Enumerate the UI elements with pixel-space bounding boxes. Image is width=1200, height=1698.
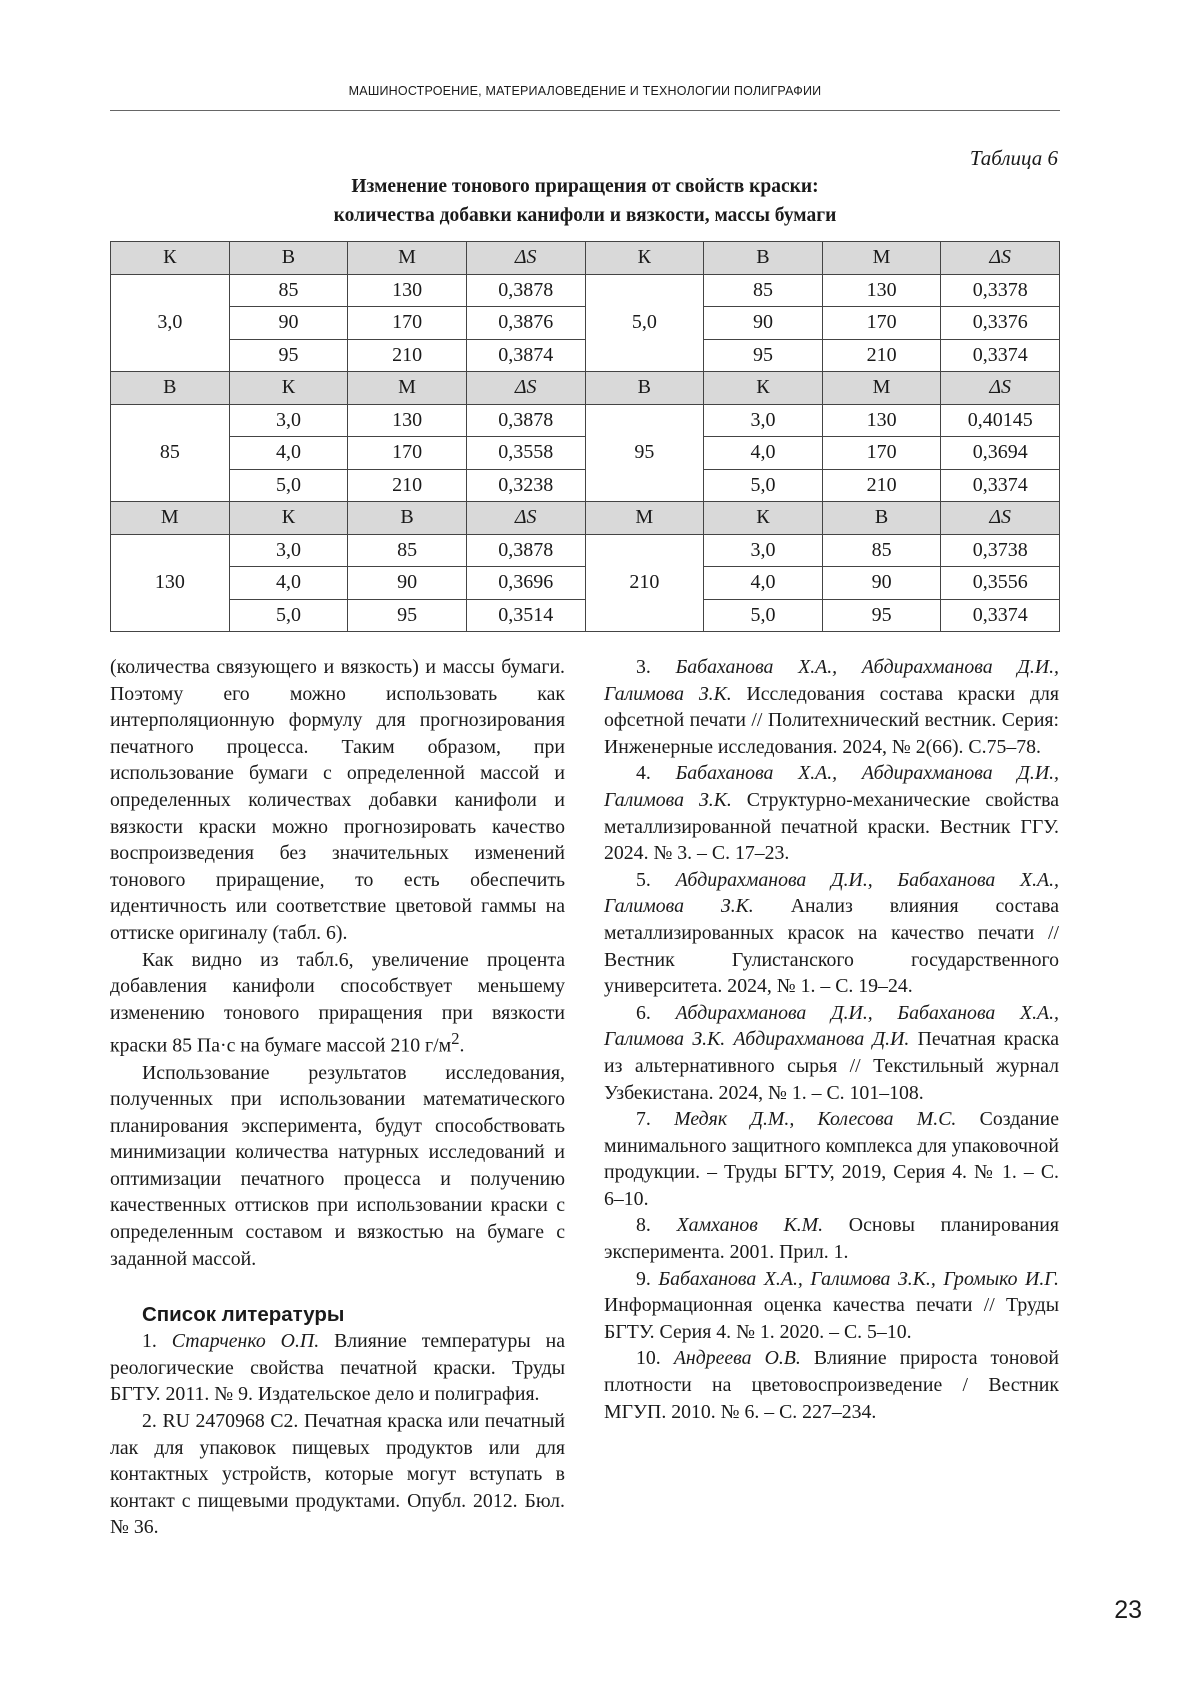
reference-number: 8.: [636, 1214, 651, 1237]
reference-number: 5.: [636, 868, 651, 891]
table-header-cell: В: [585, 372, 704, 405]
reference-text: Основы планирования эксперимента. 2001. Прил. 1.: [604, 1214, 1059, 1264]
table-title: [110, 172, 1060, 230]
reference-number: 9.: [636, 1267, 651, 1290]
reference-authors: Бабаханова Х.А., Абдирахманова Д.И., Галимова З.К.: [604, 762, 1059, 811]
table-cell: 0,3374: [941, 339, 1060, 372]
table-cell: 130: [822, 404, 941, 437]
reference-item: [604, 1266, 1059, 1346]
reference-authors: Абдирахманова Д.И., Бабаханова Х.А., Галимова З.К. Абдирахманова Д.И.: [604, 1001, 1059, 1051]
table-cell: 95: [822, 599, 941, 632]
table-header-cell: В: [111, 372, 230, 405]
reference-item: [604, 1106, 1059, 1212]
table-cell: 4,0: [704, 567, 823, 600]
table-header-cell: К: [704, 372, 823, 405]
table-cell: 0,3376: [941, 307, 1060, 340]
table-cell: 0,3696: [466, 567, 585, 600]
left-column: [110, 654, 565, 1541]
table-cell: 0,3374: [941, 599, 1060, 632]
reference-item: [604, 760, 1059, 866]
table-cell: 3,0: [229, 534, 348, 567]
reference-number: 1.: [142, 1330, 157, 1353]
references-heading: Список литературы: [142, 1303, 345, 1327]
table-cell: 5,0: [704, 469, 823, 502]
reference-number: 4.: [636, 762, 651, 785]
table-header-cell: М: [822, 242, 941, 275]
table-group-cell: 85: [111, 404, 230, 502]
reference-authors: Андреева О.В.: [673, 1347, 801, 1370]
table-cell: 4,0: [229, 437, 348, 470]
table-cell: 3,0: [704, 534, 823, 567]
table-cell: 85: [822, 534, 941, 567]
reference-authors: Бабаханова Х.А., Галимова З.К., Громыко И.Г.: [658, 1267, 1059, 1290]
paragraph-2-text: Как видно из табл.6, увеличение процента добавления канифоли способствует меньшему изменению тонового приращения при вязкости краски 85 Па·с на бумаге массой 210 г/м: [110, 948, 565, 1057]
table-cell: 210: [822, 339, 941, 372]
table-label: Таблица 6: [969, 146, 1058, 170]
table-cell: 130: [348, 274, 467, 307]
table-cell: 170: [822, 307, 941, 340]
table-header-cell: В: [229, 242, 348, 275]
table-header-row: [111, 242, 1060, 275]
table-group-cell: 210: [585, 534, 704, 632]
table-cell: 210: [822, 469, 941, 502]
reference-item: [604, 654, 1059, 760]
reference-text: Создание минимального защитного комплекса для упаковочной продукции. – Труды БГТУ, 2019, Серия 4. № 1. – С. 6–10.: [604, 1108, 1059, 1210]
table-cell: 170: [348, 437, 467, 470]
table-header-cell: М: [822, 372, 941, 405]
table-cell: 0,3878: [466, 534, 585, 567]
reference-authors: Старченко О.П.: [171, 1330, 320, 1353]
table-header-cell: ΔS: [466, 372, 585, 405]
table-cell: 95: [704, 339, 823, 372]
table-header-row: [111, 502, 1060, 535]
table-title-line-2: количества добавки канифоли и вязкости, массы бумаги: [333, 205, 837, 226]
table-cell: 95: [348, 599, 467, 632]
table-group-cell: 95: [585, 404, 704, 502]
reference-text: Структурно-механические свойства металлизированной печатной краски. Вестник ГГУ. 2024. № 3. – С. 17–23.: [604, 788, 1059, 865]
table-cell: 0,3514: [466, 599, 585, 632]
table-header-cell: М: [348, 372, 467, 405]
table-cell: 5,0: [229, 469, 348, 502]
reference-text: Исследования состава краски для офсетной печати // Политехнический вестник. Серия: Инженерные исследования. 2024, № 2(66). С.75–78.: [604, 682, 1059, 758]
table-cell: 95: [229, 339, 348, 372]
table-cell: 0,3874: [466, 339, 585, 372]
reference-item: [604, 1345, 1059, 1425]
table-group-cell: 130: [111, 534, 230, 632]
reference-item: [604, 1212, 1059, 1265]
table-cell: 3,0: [704, 404, 823, 437]
table-header-cell: В: [704, 242, 823, 275]
table-header-cell: ΔS: [941, 372, 1060, 405]
reference-text: Влияние прироста тоновой плотности на цветовоспроизведение / Вестник МГУП. 2010. № 6. – С. 227–234.: [604, 1347, 1059, 1423]
table-cell: 0,3876: [466, 307, 585, 340]
table-cell: 0,40145: [941, 404, 1060, 437]
reference-item: [110, 1408, 565, 1541]
table-cell: 0,3694: [941, 437, 1060, 470]
table-cell: 4,0: [704, 437, 823, 470]
table-header-cell: К: [704, 502, 823, 535]
reference-authors: Хамханов К.М.: [676, 1214, 824, 1237]
table-cell: 90: [348, 567, 467, 600]
table-cell: 130: [348, 404, 467, 437]
reference-authors: Абдирахманова Д.И., Бабаханова Х.А., Галимова З.К.: [604, 868, 1059, 918]
table-cell: 210: [348, 469, 467, 502]
reference-text: Печатная краска из альтернативного сырья // Текстильный журнал Узбекистана. 2024, № 1. – С. 101–108.: [604, 1028, 1060, 1104]
table-cell: 85: [704, 274, 823, 307]
table-body: [111, 242, 1060, 632]
table-group-cell: 3,0: [111, 274, 230, 372]
reference-authors: Бабаханова Х.А., Абдирахманова Д.И., Галимова З.К.: [604, 656, 1059, 705]
reference-text: Анализ влияния состава металлизированных красок на качество печати // Вестник Гулистанского государственного университета. 2024, № 1. – С. 19–24.: [604, 895, 1059, 998]
table-cell: 0,3374: [941, 469, 1060, 502]
table-row: [111, 274, 1060, 307]
reference-number: 7.: [636, 1108, 651, 1131]
references-list-right: [604, 654, 1059, 1425]
header-rule: [110, 110, 1060, 111]
table-cell: 0,3558: [466, 437, 585, 470]
reference-number: 10.: [636, 1347, 661, 1370]
paragraph-3: Использование результатов исследования, полученных при использовании математического планирования эксперимента, будут способствовать минимизации количества натурных исследований и оптимизации печатного процесса и получению качественных оттисков при использовании краски с определенным составом и вязкостью на бумаге с заданной массой.: [110, 1061, 565, 1270]
table-cell: 5,0: [704, 599, 823, 632]
running-title: МАШИНОСТРОЕНИЕ, МАТЕРИАЛОВЕДЕНИЕ И ТЕХНОЛОГИИ ПОЛИГРАФИИ: [348, 84, 822, 98]
table-header-cell: ΔS: [466, 502, 585, 535]
table-cell: 90: [229, 307, 348, 340]
table-cell: 130: [822, 274, 941, 307]
table-header-row: [111, 372, 1060, 405]
table-cell: 0,3238: [466, 469, 585, 502]
table-header-cell: ΔS: [941, 242, 1060, 275]
table-header-cell: М: [585, 502, 704, 535]
paragraph-2: [110, 947, 565, 1060]
table-cell: 0,3738: [941, 534, 1060, 567]
page-number: 23: [1114, 1596, 1142, 1624]
table-header-cell: ΔS: [941, 502, 1060, 535]
reference-number: 2.: [142, 1410, 157, 1433]
table-row: [111, 534, 1060, 567]
table-header-cell: К: [229, 502, 348, 535]
reference-item: [604, 1000, 1059, 1106]
table-group-cell: 5,0: [585, 274, 704, 372]
table-cell: 0,3878: [466, 274, 585, 307]
reference-text: RU 2470968 C2. Печатная краска или печатный лак для упаковок пищевых продуктов или для контактных устройств, которые могут вступать в контакт с пищевыми продуктами. Опубл. 2012. Бюл. № 36.: [110, 1410, 565, 1539]
paragraph-2-end: .: [459, 1034, 465, 1057]
table-header-cell: М: [111, 502, 230, 535]
table-header-cell: К: [585, 242, 704, 275]
paragraph-1: (количества связующего и вязкость) и массы бумаги. Поэтому его можно использовать как интерполяционную формулу для прогнозирования печатного процесса. Таким образом, при использование бумаги с определенной массой и определенных количествах добавки канифоли и вязкости краски можно прогнозировать качество воспроизведения без значительных изменений тонового приращение, то есть обеспечить идентичность или соответствие цветовой гаммы на оттиске оригиналу (табл. 6).: [110, 656, 565, 944]
reference-text: Влияние температуры на реологические свойства печатной краски. Труды БГТУ. 2011. № 9. Издательское дело и полиграфия.: [110, 1330, 565, 1406]
right-column: [604, 654, 1059, 1425]
reference-item: [110, 1328, 565, 1408]
reference-authors: Медяк Д.М., Колесова М.С.: [674, 1108, 957, 1131]
table-cell: 4,0: [229, 567, 348, 600]
data-table: [110, 241, 1060, 632]
table-cell: 3,0: [229, 404, 348, 437]
table-cell: 5,0: [229, 599, 348, 632]
table-title-line-1: Изменение тонового приращения от свойств краски:: [351, 176, 819, 197]
table-cell: 85: [348, 534, 467, 567]
table-header-cell: М: [348, 242, 467, 275]
table-cell: 0,3878: [466, 404, 585, 437]
table-header-cell: В: [348, 502, 467, 535]
reference-number: 6.: [636, 1001, 651, 1024]
table-cell: 210: [348, 339, 467, 372]
reference-item: [604, 867, 1059, 1000]
table-cell: 0,3556: [941, 567, 1060, 600]
table-cell: 85: [229, 274, 348, 307]
reference-number: 3.: [636, 656, 651, 678]
table-cell: 90: [704, 307, 823, 340]
table-header-cell: В: [822, 502, 941, 535]
superscript: 2: [451, 1029, 460, 1049]
table-cell: 90: [822, 567, 941, 600]
table-cell: 170: [348, 307, 467, 340]
table-header-cell: К: [229, 372, 348, 405]
reference-text: Информационная оценка качества печати // Труды БГТУ. Серия 4. № 1. 2020. – С. 5–10.: [604, 1294, 1059, 1343]
table-row: [111, 404, 1060, 437]
table-header-cell: К: [111, 242, 230, 275]
table-cell: 170: [822, 437, 941, 470]
table-header-cell: ΔS: [466, 242, 585, 275]
table-cell: 0,3378: [941, 274, 1060, 307]
references-list-left: [110, 1328, 565, 1541]
